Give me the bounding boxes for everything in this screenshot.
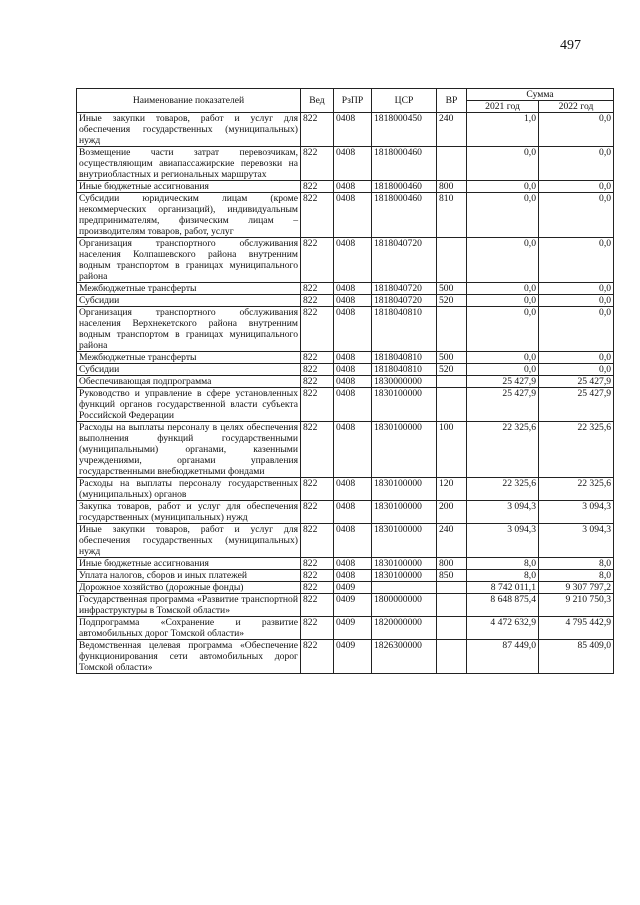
row-csr: 1818040720	[372, 295, 437, 307]
row-csr	[372, 582, 437, 594]
row-rzpr: 0409	[334, 617, 372, 640]
row-vr	[437, 307, 467, 352]
row-rzpr: 0408	[334, 352, 372, 364]
row-rzpr: 0408	[334, 501, 372, 524]
row-sum-2022: 85 409,0	[539, 640, 614, 674]
row-name: Расходы на выплаты персоналу в целях обеспечения выполнения функций государственными (муниципальными) органами, казенными учреждениями, органами управления государственными внебюджетными фондами	[77, 422, 301, 478]
row-sum-2021: 22 325,6	[467, 422, 539, 478]
table-row	[77, 193, 614, 238]
row-name: Иные бюджетные ассигнования	[77, 558, 301, 570]
row-sum-2022: 0,0	[539, 295, 614, 307]
page-number: 497	[560, 38, 581, 53]
header-rzpr: РзПР	[334, 89, 372, 113]
row-vr: 810	[437, 193, 467, 238]
row-sum-2022: 0,0	[539, 238, 614, 283]
header-vr: ВР	[437, 89, 467, 113]
row-sum-2022: 0,0	[539, 283, 614, 295]
table-row	[77, 364, 614, 376]
row-sum-2022: 8,0	[539, 570, 614, 582]
table-row	[77, 617, 614, 640]
table-row	[77, 181, 614, 193]
row-csr: 1820000000	[372, 617, 437, 640]
row-csr: 1818040720	[372, 238, 437, 283]
table-row	[77, 524, 614, 558]
row-sum-2022: 3 094,3	[539, 501, 614, 524]
row-vr	[437, 617, 467, 640]
row-name: Субсидии юридическим лицам (кроме некоммерческих организаций), индивидуальным предпринимателям, физическим лицам – производителям товаров, работ, услуг	[77, 193, 301, 238]
row-csr: 1826300000	[372, 640, 437, 674]
row-sum-2022: 9 307 797,2	[539, 582, 614, 594]
row-sum-2021: 25 427,9	[467, 388, 539, 422]
table-row	[77, 283, 614, 295]
row-rzpr: 0409	[334, 582, 372, 594]
row-sum-2022: 0,0	[539, 364, 614, 376]
row-ved: 822	[301, 617, 334, 640]
row-sum-2021: 0,0	[467, 352, 539, 364]
row-vr	[437, 594, 467, 617]
row-vr	[437, 147, 467, 181]
row-rzpr: 0408	[334, 238, 372, 283]
row-sum-2021: 0,0	[467, 364, 539, 376]
row-csr: 1818040810	[372, 352, 437, 364]
row-csr: 1830100000	[372, 422, 437, 478]
row-sum-2021: 0,0	[467, 147, 539, 181]
row-sum-2022: 22 325,6	[539, 478, 614, 501]
row-csr: 1830000000	[372, 376, 437, 388]
header-ved: Вед	[301, 89, 334, 113]
row-sum-2021: 3 094,3	[467, 524, 539, 558]
table-row	[77, 478, 614, 501]
row-csr: 1830100000	[372, 478, 437, 501]
row-ved: 822	[301, 364, 334, 376]
row-rzpr: 0408	[334, 570, 372, 582]
row-csr: 1818000460	[372, 193, 437, 238]
row-rzpr: 0408	[334, 193, 372, 238]
row-sum-2021: 3 094,3	[467, 501, 539, 524]
row-vr: 800	[437, 181, 467, 193]
table-row	[77, 307, 614, 352]
row-vr: 120	[437, 478, 467, 501]
row-rzpr: 0408	[334, 364, 372, 376]
row-sum-2021: 1,0	[467, 113, 539, 147]
table-row	[77, 376, 614, 388]
row-vr	[437, 238, 467, 283]
row-sum-2022: 3 094,3	[539, 524, 614, 558]
row-ved: 822	[301, 478, 334, 501]
row-ved: 822	[301, 352, 334, 364]
row-name: Иные бюджетные ассигнования	[77, 181, 301, 193]
row-sum-2022: 0,0	[539, 147, 614, 181]
row-sum-2021: 8 742 011,1	[467, 582, 539, 594]
row-name: Организация транспортного обслуживания населения Колпашевского района внутренним водным транспортом в границах муниципального района	[77, 238, 301, 283]
row-csr: 1818000460	[372, 181, 437, 193]
table-row	[77, 147, 614, 181]
row-name: Подпрограмма «Сохранение и развитие автомобильных дорог Томской области»	[77, 617, 301, 640]
row-sum-2021: 0,0	[467, 238, 539, 283]
row-sum-2022: 8,0	[539, 558, 614, 570]
row-ved: 822	[301, 501, 334, 524]
row-ved: 822	[301, 422, 334, 478]
row-csr: 1818040810	[372, 307, 437, 352]
row-rzpr: 0408	[334, 147, 372, 181]
row-vr	[437, 582, 467, 594]
row-name: Субсидии	[77, 295, 301, 307]
row-csr: 1830100000	[372, 570, 437, 582]
row-rzpr: 0408	[334, 388, 372, 422]
row-rzpr: 0408	[334, 422, 372, 478]
table-row	[77, 422, 614, 478]
table-row	[77, 594, 614, 617]
row-name: Организация транспортного обслуживания населения Верхнекетского района внутренним водным транспортом в границах муниципального района	[77, 307, 301, 352]
row-vr: 500	[437, 352, 467, 364]
row-sum-2022: 0,0	[539, 352, 614, 364]
row-sum-2021: 8 648 875,4	[467, 594, 539, 617]
row-name: Уплата налогов, сборов и иных платежей	[77, 570, 301, 582]
row-csr: 1818000460	[372, 147, 437, 181]
row-vr	[437, 376, 467, 388]
row-vr: 850	[437, 570, 467, 582]
table-body	[77, 113, 614, 674]
row-rzpr: 0408	[334, 478, 372, 501]
row-ved: 822	[301, 147, 334, 181]
row-rzpr: 0409	[334, 640, 372, 674]
row-ved: 822	[301, 388, 334, 422]
row-rzpr: 0408	[334, 295, 372, 307]
row-name: Межбюджетные трансферты	[77, 283, 301, 295]
row-sum-2022: 0,0	[539, 193, 614, 238]
row-vr: 240	[437, 113, 467, 147]
row-ved: 822	[301, 640, 334, 674]
row-sum-2021: 8,0	[467, 570, 539, 582]
row-csr: 1800000000	[372, 594, 437, 617]
row-csr: 1818040810	[372, 364, 437, 376]
row-vr	[437, 640, 467, 674]
table-row	[77, 640, 614, 674]
row-ved: 822	[301, 238, 334, 283]
row-ved: 822	[301, 295, 334, 307]
header-2022: 2022 год	[539, 101, 614, 113]
table-row	[77, 501, 614, 524]
row-sum-2021: 0,0	[467, 307, 539, 352]
row-sum-2021: 22 325,6	[467, 478, 539, 501]
row-name: Расходы на выплаты персоналу государственных (муниципальных) органов	[77, 478, 301, 501]
row-sum-2021: 87 449,0	[467, 640, 539, 674]
table-row	[77, 238, 614, 283]
row-vr: 500	[437, 283, 467, 295]
table-row	[77, 388, 614, 422]
row-ved: 822	[301, 181, 334, 193]
row-name: Иные закупки товаров, работ и услуг для обеспечения государственных (муниципальных) нужд	[77, 524, 301, 558]
row-vr: 520	[437, 364, 467, 376]
row-vr	[437, 388, 467, 422]
row-csr: 1830100000	[372, 524, 437, 558]
row-name: Ведомственная целевая программа «Обеспечение функционирования сети автомобильных дорог Томской области»	[77, 640, 301, 674]
header-csr: ЦСР	[372, 89, 437, 113]
row-sum-2021: 0,0	[467, 295, 539, 307]
row-sum-2022: 0,0	[539, 181, 614, 193]
row-ved: 822	[301, 524, 334, 558]
row-vr: 100	[437, 422, 467, 478]
row-sum-2021: 0,0	[467, 193, 539, 238]
row-rzpr: 0408	[334, 558, 372, 570]
row-name: Дорожное хозяйство (дорожные фонды)	[77, 582, 301, 594]
row-ved: 822	[301, 307, 334, 352]
row-sum-2021: 0,0	[467, 283, 539, 295]
table-row	[77, 352, 614, 364]
row-sum-2022: 0,0	[539, 307, 614, 352]
row-csr: 1818040720	[372, 283, 437, 295]
row-csr: 1830100000	[372, 501, 437, 524]
row-sum-2022: 25 427,9	[539, 376, 614, 388]
row-sum-2022: 0,0	[539, 113, 614, 147]
row-ved: 822	[301, 570, 334, 582]
table-row	[77, 295, 614, 307]
row-ved: 822	[301, 558, 334, 570]
row-ved: 822	[301, 283, 334, 295]
table-row	[77, 570, 614, 582]
row-ved: 822	[301, 594, 334, 617]
row-name: Субсидии	[77, 364, 301, 376]
row-vr: 800	[437, 558, 467, 570]
table-row	[77, 113, 614, 147]
row-name: Руководство и управление в сфере установленных функций органов государственной власти субъекта Российской Федерации	[77, 388, 301, 422]
row-name: Иные закупки товаров, работ и услуг для обеспечения государственных (муниципальных) нужд	[77, 113, 301, 147]
row-rzpr: 0408	[334, 113, 372, 147]
row-ved: 822	[301, 193, 334, 238]
row-sum-2021: 25 427,9	[467, 376, 539, 388]
row-name: Межбюджетные трансферты	[77, 352, 301, 364]
row-ved: 822	[301, 113, 334, 147]
row-rzpr: 0408	[334, 524, 372, 558]
row-rzpr: 0408	[334, 307, 372, 352]
row-sum-2022: 9 210 750,3	[539, 594, 614, 617]
row-name: Закупка товаров, работ и услуг для обеспечения государственных (муниципальных) нужд	[77, 501, 301, 524]
row-ved: 822	[301, 582, 334, 594]
row-ved: 822	[301, 376, 334, 388]
budget-table	[76, 88, 614, 674]
row-sum-2022: 22 325,6	[539, 422, 614, 478]
row-sum-2021: 8,0	[467, 558, 539, 570]
header-2021: 2021 год	[467, 101, 539, 113]
table-header	[77, 89, 614, 113]
table-row	[77, 582, 614, 594]
row-sum-2021: 4 472 632,9	[467, 617, 539, 640]
row-rzpr: 0408	[334, 376, 372, 388]
row-sum-2022: 25 427,9	[539, 388, 614, 422]
header-sum: Сумма	[467, 89, 614, 101]
row-csr: 1818000450	[372, 113, 437, 147]
row-sum-2022: 4 795 442,9	[539, 617, 614, 640]
row-vr: 520	[437, 295, 467, 307]
row-name: Возмещение части затрат перевозчикам, осуществляющим авиапассажирские перевозки на внутриобластных и региональных маршрутах	[77, 147, 301, 181]
row-vr: 240	[437, 524, 467, 558]
row-csr: 1830100000	[372, 388, 437, 422]
row-sum-2021: 0,0	[467, 181, 539, 193]
row-vr: 200	[437, 501, 467, 524]
row-name: Обеспечивающая подпрограмма	[77, 376, 301, 388]
row-name: Государственная программа «Развитие транспортной инфраструктуры в Томской области»	[77, 594, 301, 617]
row-csr: 1830100000	[372, 558, 437, 570]
row-rzpr: 0408	[334, 283, 372, 295]
row-rzpr: 0409	[334, 594, 372, 617]
row-rzpr: 0408	[334, 181, 372, 193]
table-row	[77, 558, 614, 570]
header-name: Наименование показателей	[77, 89, 301, 113]
